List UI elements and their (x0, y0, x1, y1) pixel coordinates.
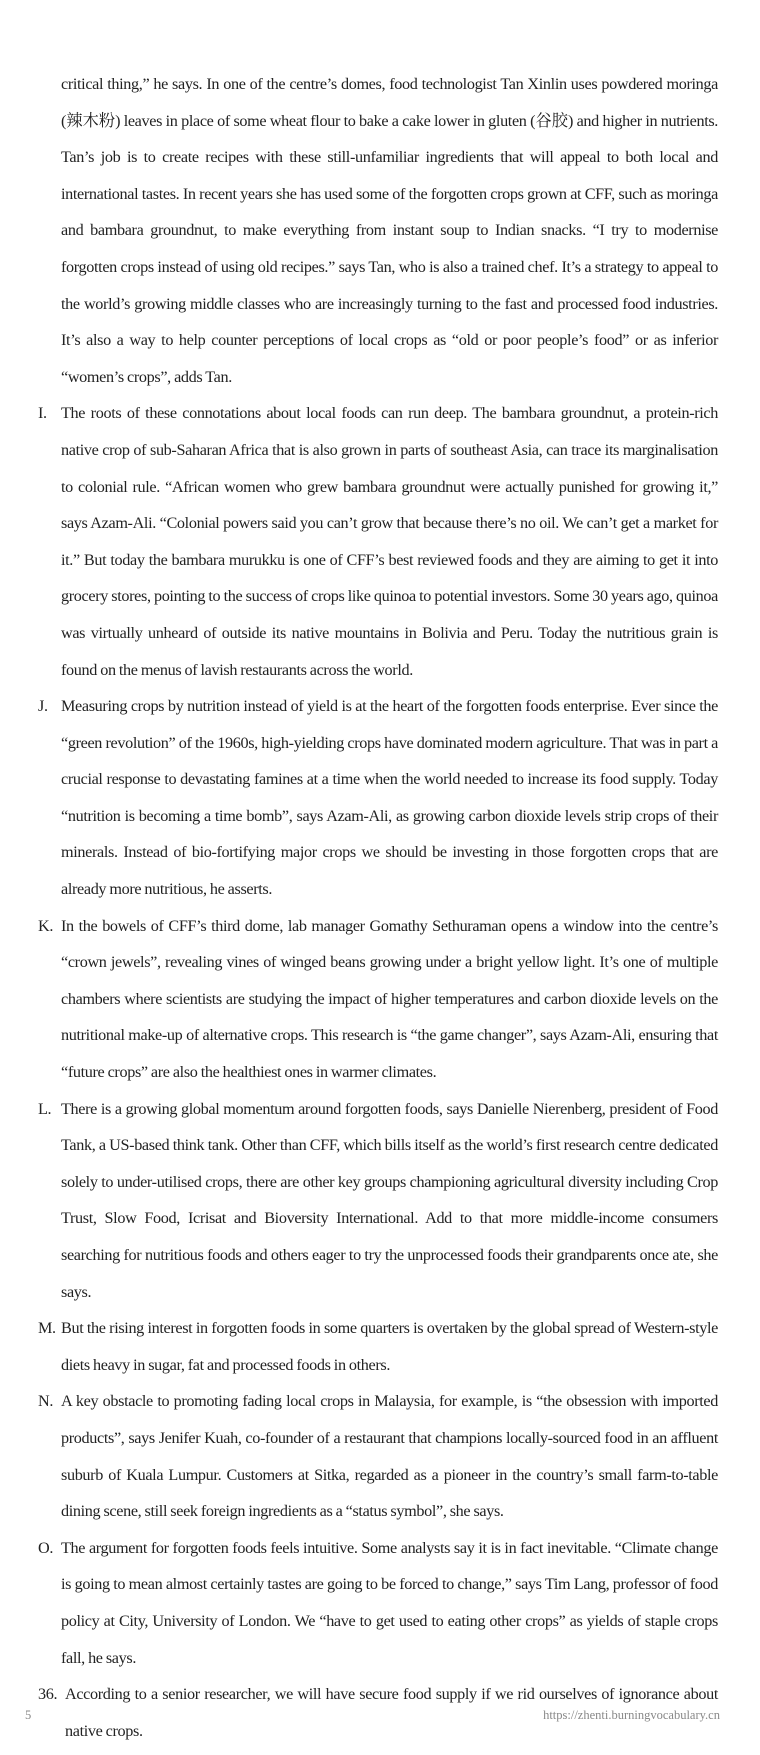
paragraph-m (38, 1310, 718, 1383)
paragraph-text: The argument for forgotten foods feels intuitive. Some analysts say it is in fact inevitable. “Climate change is going to mean almost certainly tastes are going to be forced to change,” says Tim Lang, professor of food policy at City, University of London. We “have to get used to eating other crops” as yields of staple crops fall, he says. (61, 1538, 718, 1667)
paragraph-text: In the bowels of CFF’s third dome, lab manager Gomathy Sethuraman opens a window into the centre’s “crown jewels”, revealing vines of winged beans growing under a bright yellow light. It’s one of multiple chambers where scientists are studying the impact of higher temperatures and carbon dioxide levels on the nutritional make-up of alternative crops. This research is “the game changer”, says Azam-Ali, ensuring that “future crops” are also the healthiest ones in warmer climates. (61, 916, 718, 1082)
paragraph-label: M. (38, 1319, 56, 1338)
paragraph-label: J. (38, 697, 48, 716)
paragraph-text: The roots of these connotations about local foods can run deep. The bambara groundnut, a protein-rich native crop of sub-Saharan Africa that is also grown in parts of southeast Asia, can trace its marginalisation to colonial rule. “African women who grew bambara groundnut were actually punished for growing it,” says Azam-Ali. “Colonial powers said you can’t grow that because there’s no oil. We can’t get a market for it.” But today the bambara murukku is one of CFF’s best reviewed foods and they are aiming to get it into grocery stores, pointing to the success of crops like quinoa to potential investors. Some 30 years ago, quinoa was virtually unheard of outside its native mountains in Bolivia and Peru. Today the nutritious grain is found on the menus of lavish restaurants across the world. (61, 404, 718, 679)
paragraph-label: L. (38, 1099, 52, 1118)
question-text: According to a senior researcher, we will have secure food supply if we rid ourselves of ignorance about native crops. (65, 1685, 718, 1740)
question-number: 36. (38, 1685, 58, 1704)
paragraph-k (38, 908, 718, 1091)
paragraph-o (38, 1530, 718, 1676)
paragraph-text: Measuring crops by nutrition instead of yield is at the heart of the forgotten foods enterprise. Ever since the “green revolution” of the 1960s, high-yielding crops have dominated modern agriculture. That was in part a crucial response to devastating famines at a time when the world needed to increase its food supply. Today “nutrition is becoming a time bomb”, says Azam-Ali, as growing carbon dioxide levels strip crops of their minerals. Instead of bio-fortifying major crops we should be investing in those forgotten crops that are already more nutritious, he asserts. (61, 697, 718, 899)
paragraph-i (38, 395, 718, 688)
page-number: 5 (25, 1708, 32, 1722)
paragraph-label: I. (38, 404, 47, 423)
paragraph-text: But the rising interest in forgotten foods in some quarters is overtaken by the global spread of Western-style diets heavy in sugar, fat and processed foods in others. (61, 1319, 718, 1374)
source-url-link[interactable]: https://zhenti.burningvocabulary.cn (543, 1708, 720, 1722)
paragraph-text: A key obstacle to promoting fading local crops in Malaysia, for example, is “the obsession with imported products”, says Jenifer Kuah, co-founder of a restaurant that champions locally-sourced food in an affluent suburb of Kuala Lumpur. Customers at Sitka, regarded as a pioneer in the country’s small farm-to-table dining scene, still seek foreign ingredients as a “status symbol”, she says. (61, 1392, 718, 1521)
paragraph-text: There is a growing global momentum around forgotten foods, says Danielle Nierenberg, president of Food Tank, a US-based think tank. Other than CFF, which bills itself as the world’s first research centre dedicated solely to under-utilised crops, there are other key groups championing agricultural diversity including Crop Trust, Slow Food, Icrisat and Bioversity International. Add to that more middle-income consumers searching for nutritious foods and others eager to try the unprocessed foods their grandparents once ate, she says. (61, 1099, 718, 1301)
paragraph-l (38, 1091, 718, 1311)
passage-content (38, 66, 718, 1749)
paragraph-label: K. (38, 916, 54, 935)
paragraph-label: O. (38, 1538, 54, 1557)
paragraph-j (38, 688, 718, 908)
paragraph-n (38, 1383, 718, 1529)
intro-paragraph: critical thing,” he says. In one of the centre’s domes, food technologist Tan Xinlin uses powdered moringa (辣木粉) leaves in place of some wheat flour to bake a cake lower in gluten (谷胶) and higher in nutrients. Tan’s job is to create recipes with these still-unfamiliar ingredients that will appeal to both local and international tastes. In recent years she has used some of the forgotten crops grown at CFF, such as moringa and bambara groundnut, to make everything from instant soup to Indian snacks. “I try to modernise forgotten crops instead of using old recipes.” says Tan, who is also a trained chef. It’s a strategy to appeal to the world’s growing middle classes who are increasingly turning to the fast and processed food industries. It’s also a way to help counter perceptions of local crops as “old or poor people’s food” or as inferior “women’s crops”, adds Tan. (61, 75, 718, 386)
paragraph-label: N. (38, 1392, 54, 1411)
